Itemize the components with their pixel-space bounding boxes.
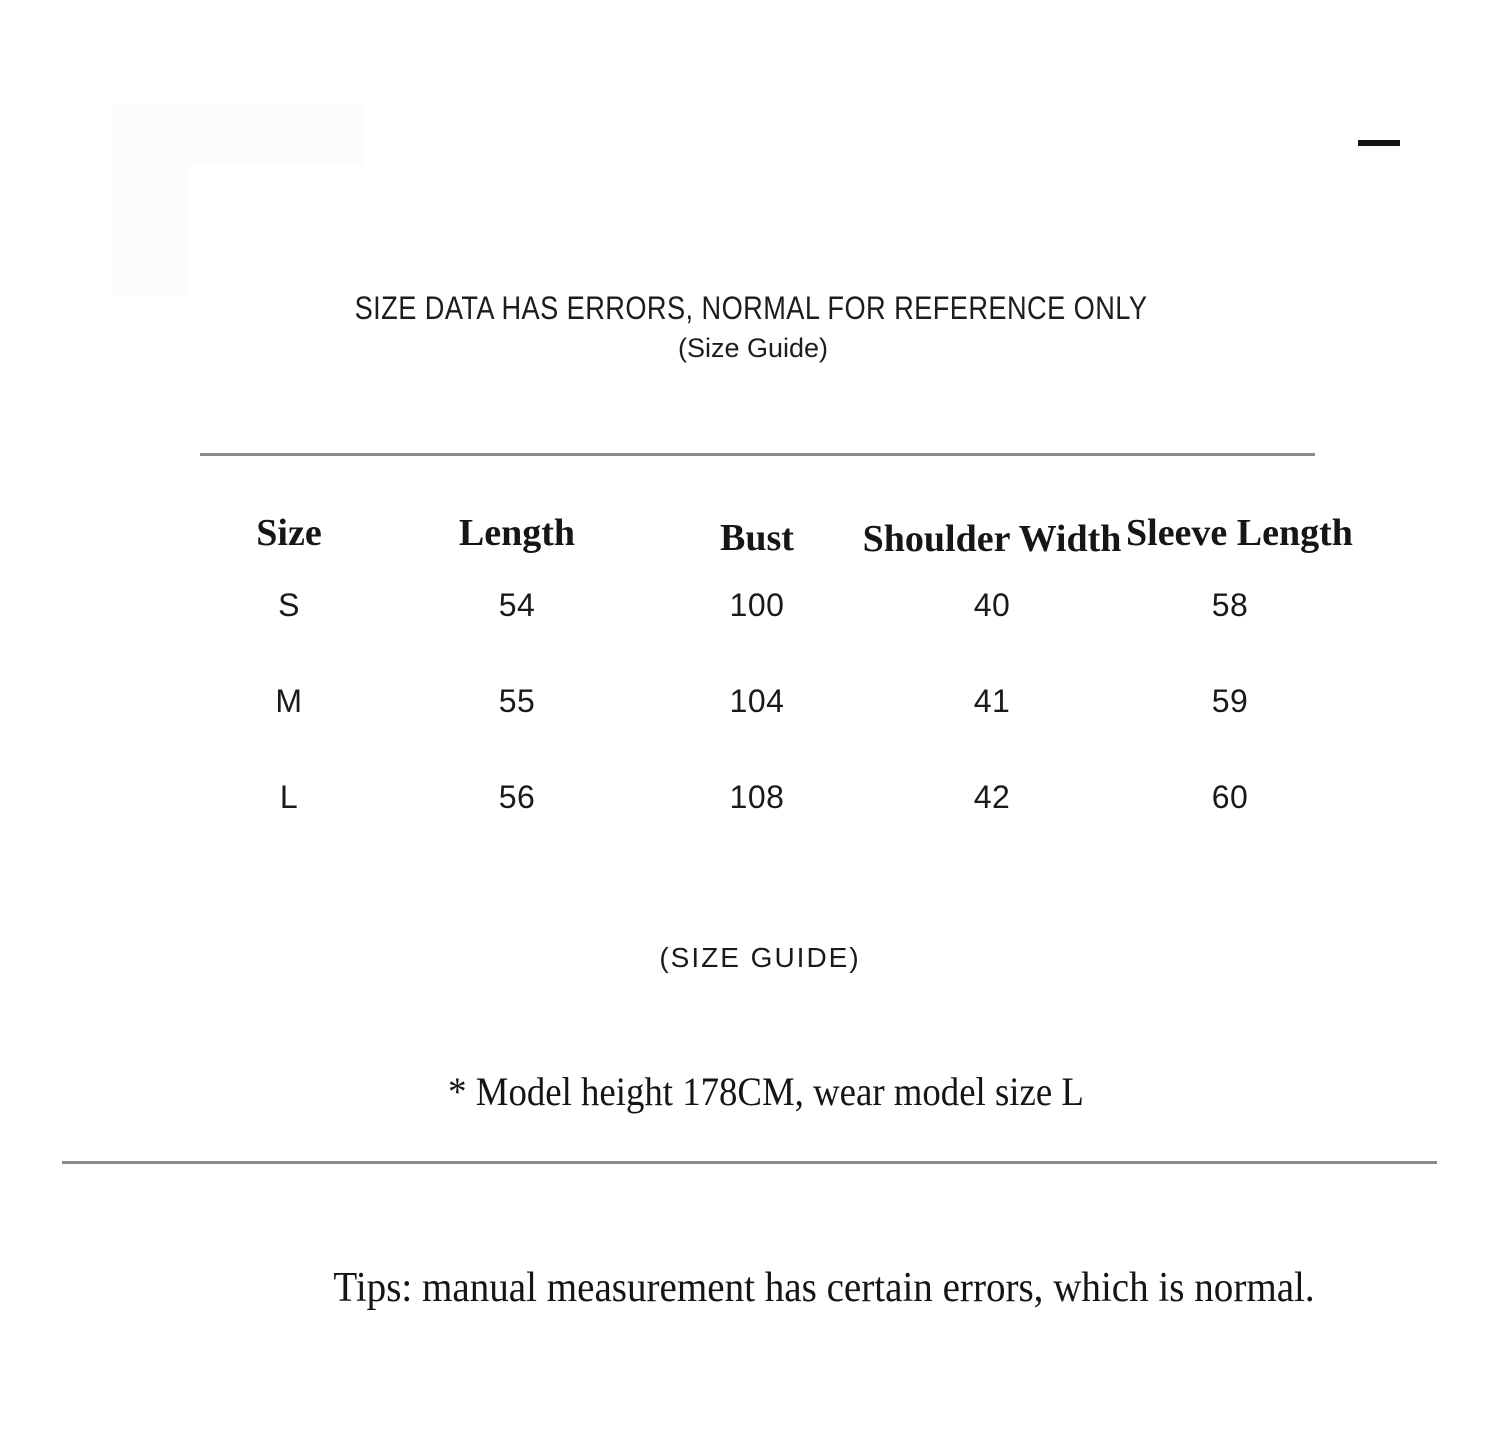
model-info-note: * Model height 178CM, wear model size L xyxy=(448,1069,1084,1114)
cell-size: L xyxy=(279,779,299,815)
size-guide-caption: (SIZE GUIDE) xyxy=(659,942,861,973)
column-header-sleeve-length: Sleeve Length xyxy=(1126,512,1353,554)
size-table-header-row xyxy=(200,512,1353,560)
table-top-divider xyxy=(200,453,1315,456)
watermark-ghost xyxy=(112,105,364,165)
minimize-dash-icon[interactable] xyxy=(1358,140,1400,146)
cell-size: M xyxy=(275,683,303,719)
cell-shoulder-width: 40 xyxy=(973,587,1011,623)
watermark-ghost xyxy=(112,165,190,295)
table-row-m xyxy=(200,685,1334,717)
table-row-l xyxy=(200,781,1334,813)
tips-text: Tips: manual measurement has certain errors, which is normal. xyxy=(333,1265,1315,1311)
cell-sleeve-length: 58 xyxy=(1211,587,1249,623)
cell-bust: 100 xyxy=(729,587,785,623)
cell-sleeve-length: 59 xyxy=(1211,683,1249,719)
column-header-shoulder-width: Shoulder Width xyxy=(862,518,1122,560)
cell-sleeve-length: 60 xyxy=(1211,779,1249,815)
column-header-bust: Bust xyxy=(720,517,794,559)
column-header-length: Length xyxy=(458,512,576,554)
bottom-divider xyxy=(62,1161,1437,1164)
table-row-s xyxy=(200,589,1334,621)
column-header-size: Size xyxy=(256,512,322,554)
cell-length: 55 xyxy=(498,683,536,719)
cell-length: 54 xyxy=(498,587,536,623)
cell-length: 56 xyxy=(498,779,536,815)
cell-shoulder-width: 42 xyxy=(973,779,1011,815)
cell-shoulder-width: 41 xyxy=(973,683,1011,719)
cell-bust: 108 xyxy=(729,779,785,815)
cell-size: S xyxy=(278,587,300,623)
notice-subtitle: (Size Guide) xyxy=(677,333,829,363)
cell-bust: 104 xyxy=(729,683,785,719)
notice-title: SIZE DATA HAS ERRORS, NORMAL FOR REFERENCE ONLY xyxy=(354,290,1148,326)
